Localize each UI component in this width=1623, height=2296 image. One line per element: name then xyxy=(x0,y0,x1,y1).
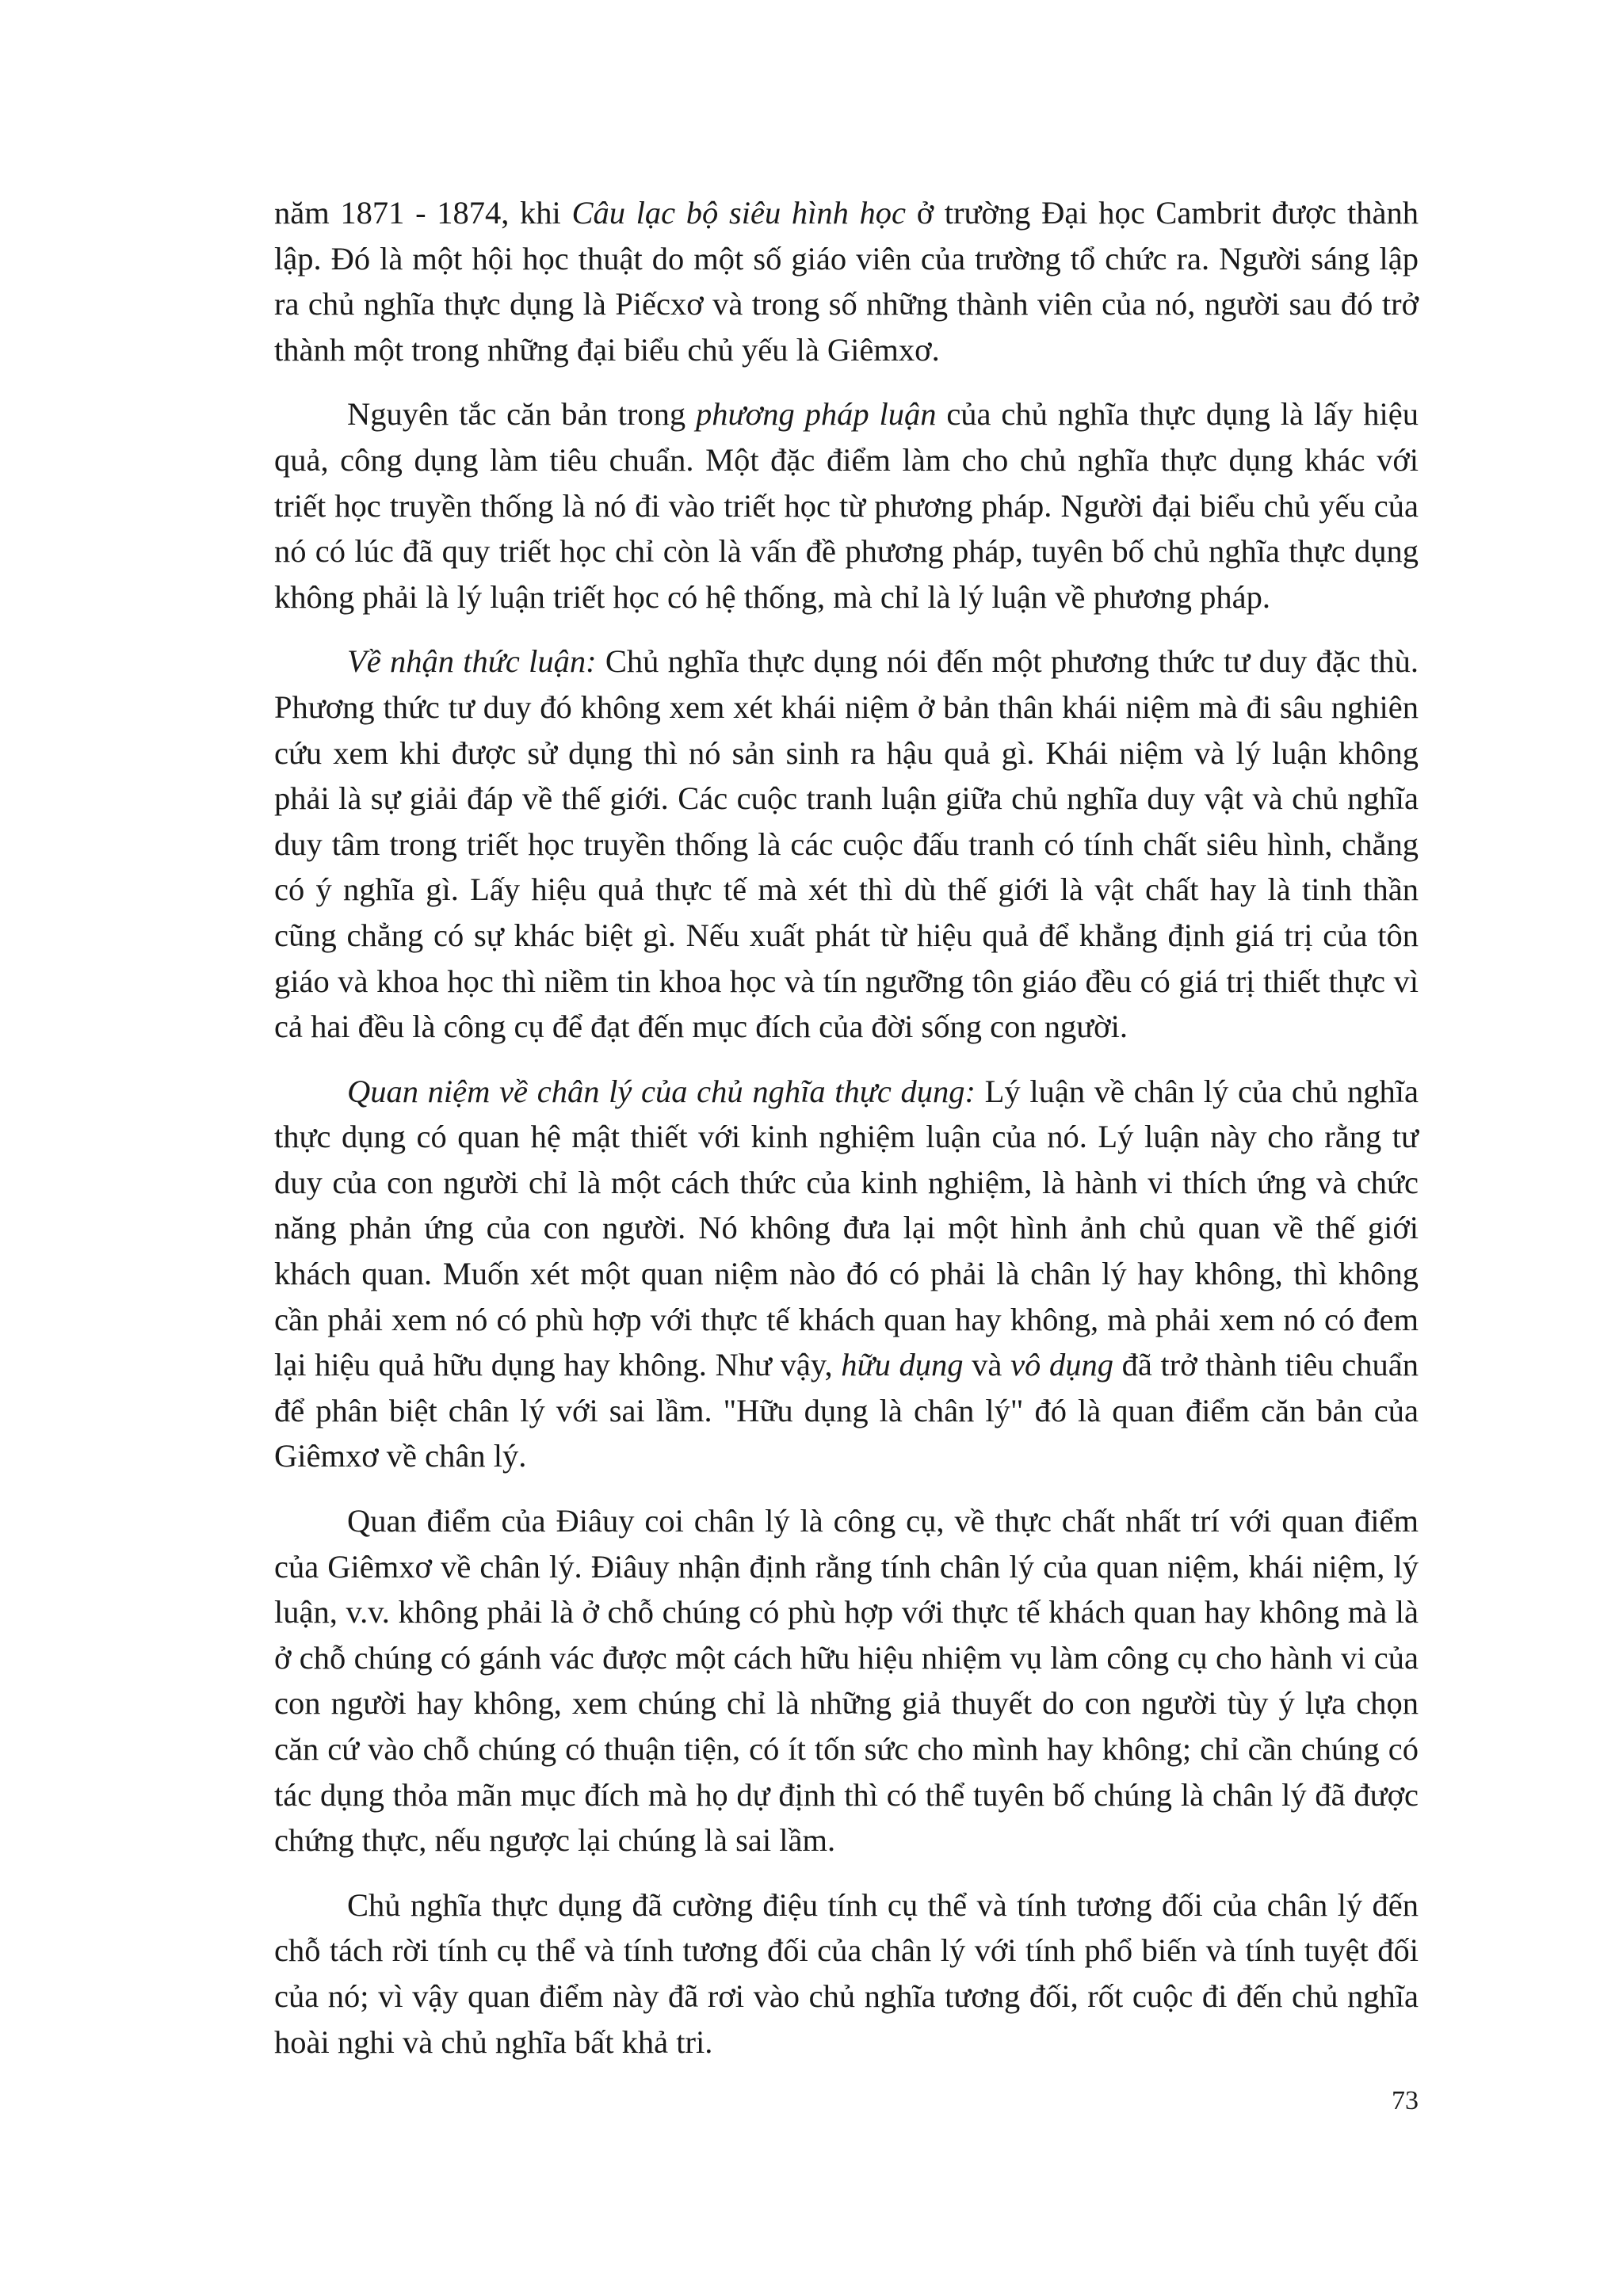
text-run: và xyxy=(963,1347,1011,1383)
paragraph-epistemology xyxy=(274,639,1419,1049)
text-run: Quan điểm của Điâuy coi chân lý là công cụ, về thực chất nhất trí với quan điểm của Giêmxơ về chân lý. Điâuy nhận định rằng tính chân lý của quan niệm, khái niệm, lý luận, v.v. không phải là ở chỗ chúng có phù hợp với thực tế khách quan hay không mà là ở chỗ chúng có gánh vác được một cách hữu hiệu nhiệm vụ làm công cụ cho hành vi của con người hay không, xem chúng chỉ là những giả thuyết do con người tùy ý lựa chọn căn cứ vào chỗ chúng có thuận tiện, có ít tốn sức cho mình hay không; chỉ cần chúng có tác dụng thỏa mãn mục đích mà họ dự định thì có thể tuyên bố chúng là chân lý đã được chứng thực, nếu ngược lại chúng là sai lầm. xyxy=(274,1503,1419,1859)
paragraph-cambridge-club xyxy=(274,190,1419,372)
body-text xyxy=(274,190,1419,2065)
text-run: đã trở thành tiêu chuẩn để phân biệt chân lý với sai lầm. "Hữu dụng là chân lý" đó là quan điểm căn bản của Giêmxơ về chân lý. xyxy=(274,1347,1419,1474)
text-run: ở trường Đại học Cambrit được thành lập. Đó là một hội học thuật do một số giáo viên của trường tổ chức ra. Người sáng lập ra chủ nghĩa thực dụng là Piếcxơ và trong số những thành viên của nó, người sau đó trở thành một trong những đại biểu chủ yếu là Giêmxơ. xyxy=(274,195,1419,368)
text-run: của chủ nghĩa thực dụng là lấy hiệu quả, công dụng làm tiêu chuẩn. Một đặc điểm làm cho chủ nghĩa thực dụng khác với triết học truyền thống là nó đi vào triết học từ phương pháp. Người đại biểu chủ yếu của nó có lúc đã quy triết học chỉ còn là vấn đề phương pháp, tuyên bố chủ nghĩa thực dụng không phải là lý luận triết học có hệ thống, mà chỉ là lý luận về phương pháp. xyxy=(274,396,1419,615)
italic-term-methodology: phương pháp luận xyxy=(695,396,937,433)
text-run: Nguyên tắc căn bản trong xyxy=(347,396,696,433)
italic-heading-truth-concept: Quan niệm về chân lý của chủ nghĩa thực dụng: xyxy=(347,1073,976,1109)
text-run: Chủ nghĩa thực dụng nói đến một phương thức tư duy đặc thù. Phương thức tư duy đó không xem xét khái niệm ở bản thân khái niệm mà đi sâu nghiên cứu xem khi được sử dụng thì nó sản sinh ra hậu quả gì. Khái niệm và lý luận không phải là sự giải đáp về thế giới. Các cuộc tranh luận giữa chủ nghĩa duy vật và chủ nghĩa duy tâm trong triết học truyền thống là các cuộc đấu tranh có tính chất siêu hình, chẳng có ý nghĩa gì. Lấy hiệu quả thực tế mà xét thì dù thế giới là vật chất hay là tinh thần cũng chẳng có sự khác biệt gì. Nếu xuất phát từ hiệu quả để khẳng định giá trị của tôn giáo và khoa học thì niềm tin khoa học và tín ngưỡng tôn giáo đều có giá trị thiết thực vì cả hai đều là công cụ để đạt đến mục đích của đời sống con người. xyxy=(274,643,1419,1045)
page-number: 73 xyxy=(1392,2086,1419,2115)
italic-term-metaphysical-club: Câu lạc bộ siêu hình học xyxy=(571,195,907,231)
italic-heading-epistemology: Về nhận thức luận: xyxy=(347,643,597,680)
text-run: năm 1871 - 1874, khi xyxy=(274,195,572,231)
paragraph-truth-concept xyxy=(274,1069,1419,1479)
text-run: Chủ nghĩa thực dụng đã cường điệu tính cụ thể và tính tương đối của chân lý đến chỗ tách rời tính cụ thể và tính tương đối của chân lý với tính phổ biến và tính tuyệt đối của nó; vì vậy quan điểm này đã rơi vào chủ nghĩa tương đối, rốt cuộc đi đến chủ nghĩa hoài nghi và chủ nghĩa bất khả tri. xyxy=(274,1886,1419,2060)
paragraph-relativism xyxy=(274,1882,1419,2065)
italic-term-useful: hữu dụng xyxy=(841,1347,964,1383)
paragraph-methodology xyxy=(274,391,1419,620)
text-run: Lý luận về chân lý của chủ nghĩa thực dụng có quan hệ mật thiết với kinh nghiệm luận của nó. Lý luận này cho rằng tư duy của con người chỉ là một cách thức của kinh nghiệm, là hành vi thích ứng và chức năng phản ứng của con người. Nó không đưa lại một hình ảnh chủ quan về thế giới khách quan. Muốn xét một quan niệm nào đó có phải là chân lý hay không, thì không cần phải xem nó có phù hợp với thực tế khách quan hay không, mà phải xem nó có đem lại hiệu quả hữu dụng hay không. Như vậy, xyxy=(274,1073,1419,1383)
paragraph-dewey xyxy=(274,1498,1419,1863)
italic-term-useless: vô dụng xyxy=(1010,1347,1113,1383)
